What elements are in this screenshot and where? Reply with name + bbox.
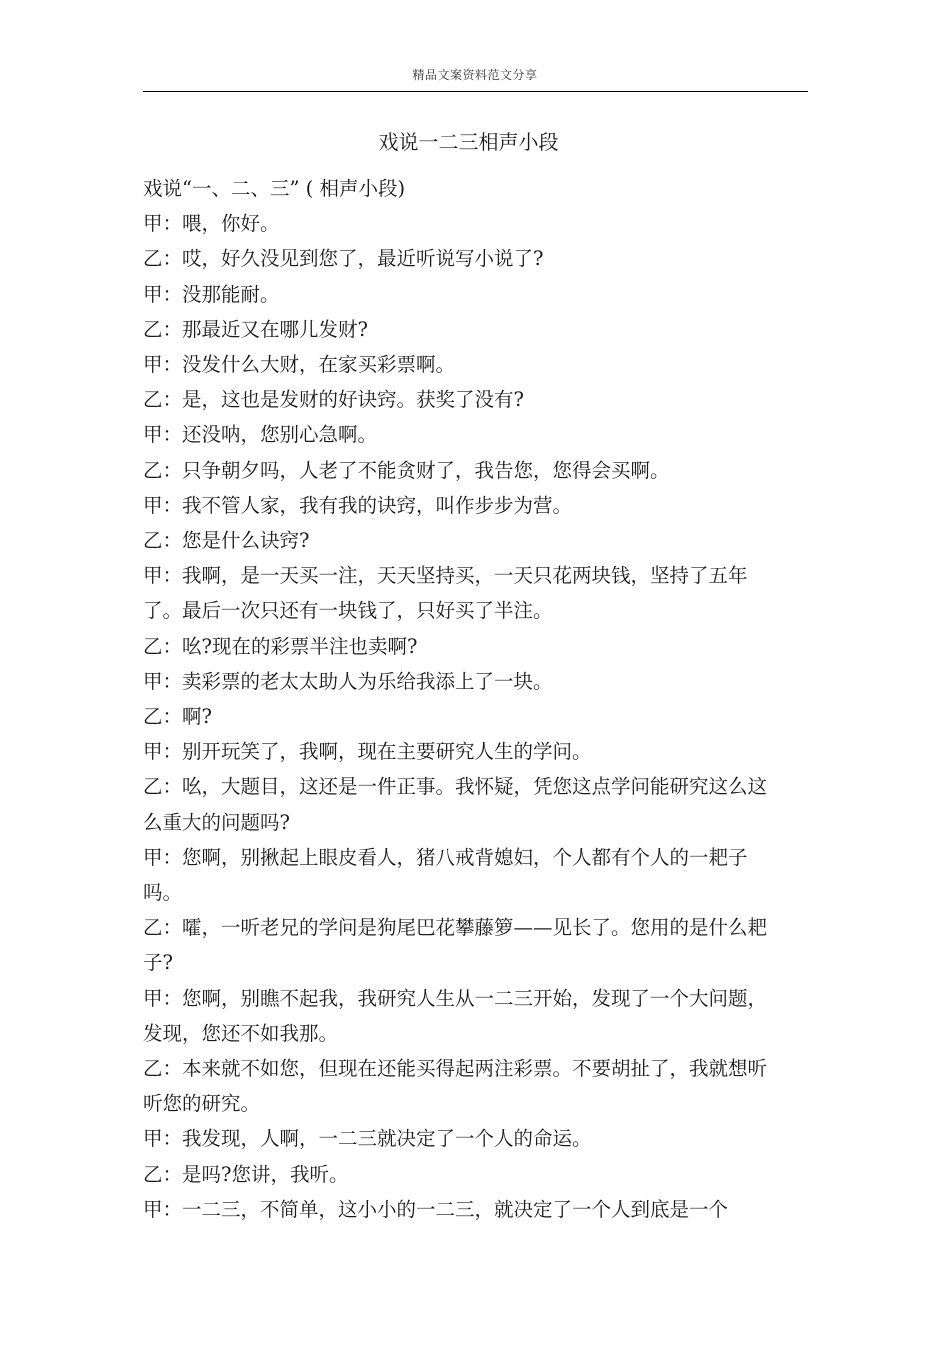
- paragraph: 甲：一二三，不简单，这小小的一二三，就决定了一个人到底是一个: [143, 1197, 729, 1221]
- paragraph: 乙：是吗?您讲，我听。: [143, 1162, 349, 1186]
- paragraph: 甲：还没呐，您别心急啊。: [143, 423, 378, 447]
- paragraph: 甲：我不管人家，我有我的诀窍，叫作步步为营。: [143, 493, 573, 517]
- document-body: [143, 171, 773, 1227]
- page-header: 精品文案资料范文分享: [412, 68, 538, 82]
- paragraph: 乙：哎，好久没见到您了，最近听说写小说了?: [143, 247, 544, 271]
- paragraph: 甲：我发现，人啊，一二三就决定了一个人的命运。: [143, 1127, 592, 1151]
- paragraph: 乙：是，这也是发财的好诀窍。获奖了没有?: [143, 388, 524, 412]
- paragraph: 戏说“一、二、三” ( 相声小段): [143, 177, 406, 200]
- paragraph: 甲：您啊，别瞧不起我，我研究人生从一二三开始，发现了一个大问题，发现，您还不如我那。: [143, 986, 768, 1045]
- paragraph: 乙：啊?: [143, 705, 212, 729]
- paragraph: 甲：我啊，是一天买一注，天天坚持买，一天只花两块钱，坚持了五年了。最后一次只还有一块钱了，只好买了半注。: [143, 564, 748, 623]
- paragraph: 甲：您啊，别揪起上眼皮看人，猪八戒背媳妇，个人都有个人的一耙子吗。: [143, 845, 748, 905]
- document-title: 戏说一二三相声小段: [378, 130, 559, 154]
- header-divider: [143, 91, 808, 92]
- paragraph: 甲：没发什么大财，在家买彩票啊。: [143, 353, 456, 377]
- paragraph: 甲：卖彩票的老太太助人为乐给我添上了一块。: [143, 669, 553, 693]
- paragraph: 乙：您是什么诀窍?: [143, 529, 310, 553]
- paragraph: 甲：喂，你好。: [143, 212, 280, 236]
- paragraph: 乙：那最近又在哪儿发财?: [143, 317, 368, 341]
- paragraph: 乙：嚯，一听老兄的学问是狗尾巴花攀藤箩——见长了。您用的是什么耙子?: [143, 916, 768, 975]
- paragraph: 乙：只争朝夕吗，人老了不能贪财了，我告您，您得会买啊。: [143, 458, 670, 482]
- paragraph: 甲：别开玩笑了，我啊，现在主要研究人生的学问。: [143, 740, 592, 764]
- paragraph: 甲：没那能耐。: [143, 282, 280, 306]
- paragraph: 乙：吆?现在的彩票半注也卖啊?: [143, 634, 418, 658]
- paragraph: 乙：本来就不如您，但现在还能买得起两注彩票。不要胡扯了，我就想听听您的研究。: [143, 1057, 768, 1116]
- paragraph: 乙：吆，大题目，这还是一件正事。我怀疑，凭您这点学问能研究这么这么重大的问题吗?: [143, 775, 768, 834]
